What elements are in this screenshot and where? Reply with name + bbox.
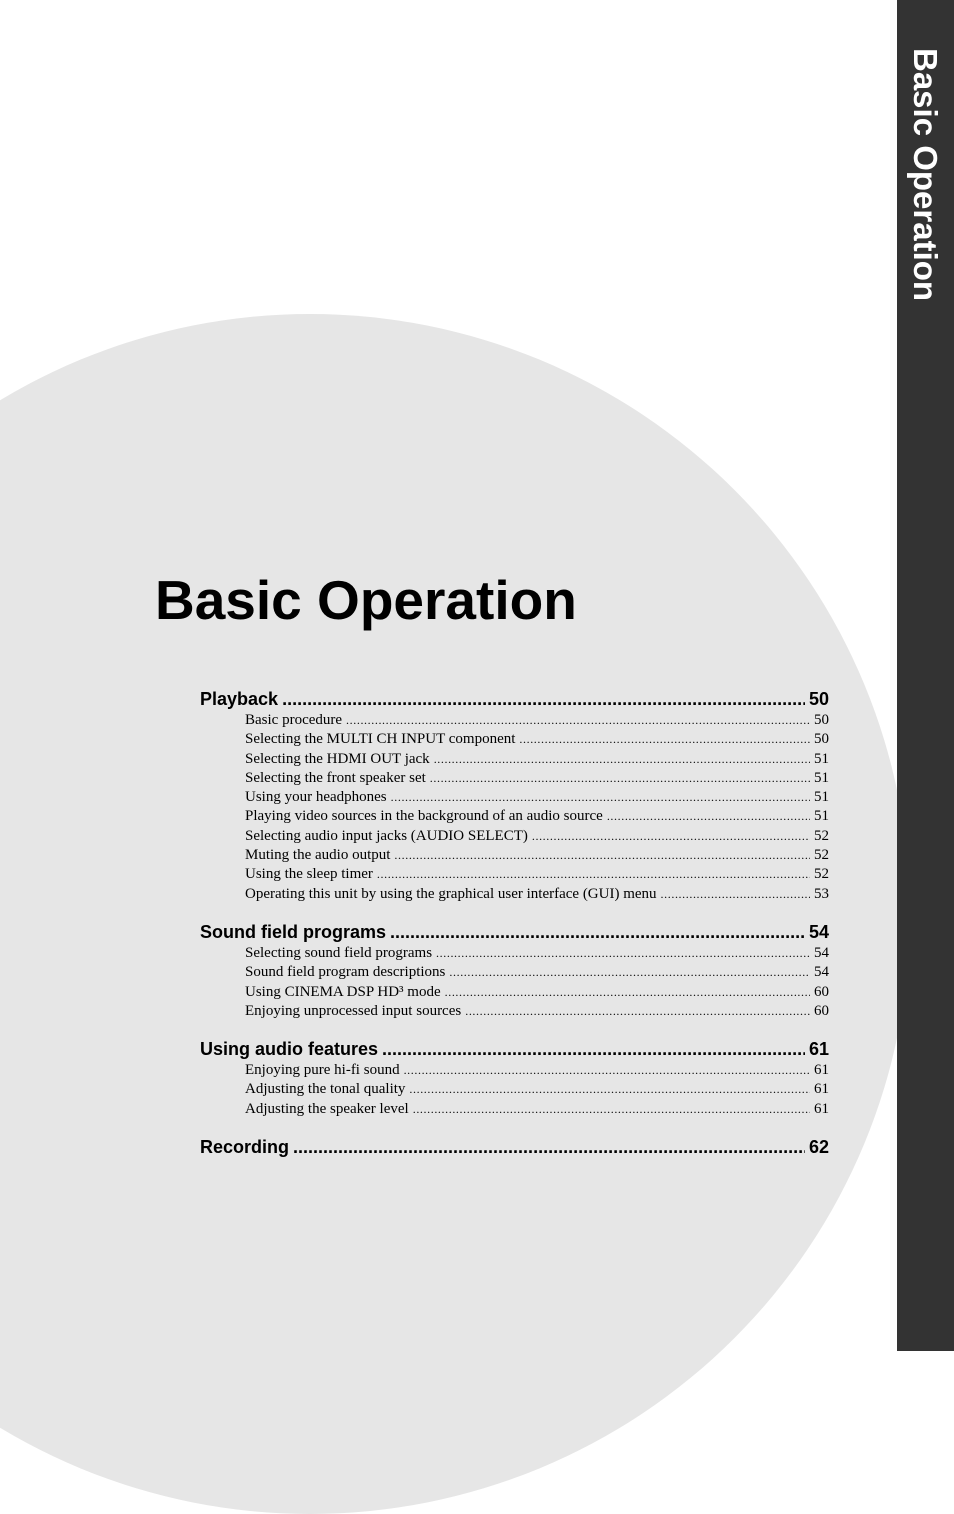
toc-item-page: 50 (814, 731, 829, 748)
dot-leader (390, 921, 805, 944)
toc-item[interactable] (200, 750, 829, 769)
toc-item-page: 51 (814, 808, 829, 825)
toc-item[interactable] (200, 1002, 829, 1021)
toc-item-page: 52 (814, 866, 829, 883)
toc-item-page: 50 (814, 712, 829, 728)
dot-leader (434, 750, 810, 769)
toc-item-page: 52 (814, 847, 829, 864)
toc-heading-recording[interactable] (200, 1136, 829, 1159)
toc-item[interactable] (200, 769, 829, 788)
dot-leader (394, 846, 810, 865)
dot-leader (413, 1100, 810, 1119)
toc-heading-page: 61 (808, 1039, 829, 1060)
toc-item-title: Sound field program descriptions (245, 964, 446, 981)
toc-item-page: 54 (814, 964, 829, 981)
dot-leader (346, 711, 810, 730)
dot-leader (409, 1080, 810, 1099)
toc-item[interactable] (200, 1061, 829, 1080)
toc-item-page: 61 (814, 1062, 829, 1079)
toc-item-title: Using your headphones (245, 789, 387, 806)
toc-item-page: 51 (814, 750, 829, 767)
toc-item-page: 61 (814, 1100, 829, 1117)
toc-item[interactable] (200, 730, 829, 749)
toc-item-page: 52 (814, 827, 829, 844)
toc-heading-title: Sound field programs (200, 921, 387, 942)
toc-item-title: Enjoying unprocessed input sources (245, 1002, 462, 1019)
side-tab (897, 0, 954, 1351)
toc-item-title: Adjusting the speaker level (245, 1100, 409, 1117)
dot-leader (382, 1038, 805, 1061)
toc-item-title: Playing video sources in the background of an audio source (245, 808, 603, 825)
toc-heading-page: 50 (808, 689, 829, 709)
dot-leader (282, 688, 805, 711)
toc-section-sound-field-programs (200, 921, 829, 1021)
side-tab-label: Basic Operation (907, 48, 944, 302)
toc-item-title: Using the sleep timer (245, 866, 373, 883)
toc-item[interactable] (200, 963, 829, 982)
toc-item[interactable] (200, 1100, 829, 1119)
toc-item-title: Selecting sound field programs (245, 944, 433, 961)
dot-leader (532, 827, 810, 846)
dot-leader (391, 788, 810, 807)
toc-heading-sound-field-programs[interactable] (200, 921, 829, 944)
toc-heading-title: Playback (200, 689, 279, 709)
toc-item-page: 53 (814, 885, 829, 902)
dot-leader (377, 865, 810, 884)
toc-item[interactable] (200, 807, 829, 826)
toc-item-page: 51 (814, 769, 829, 786)
dot-leader (445, 983, 810, 1002)
toc-item-title: Enjoying pure hi-fi sound (245, 1062, 400, 1079)
toc-section-playback (200, 688, 829, 904)
toc-heading-page: 62 (808, 1137, 829, 1158)
toc-item-title: Adjusting the tonal quality (245, 1081, 406, 1098)
dot-leader (404, 1061, 810, 1080)
toc-heading-playback[interactable] (200, 688, 829, 711)
toc-item[interactable] (200, 711, 829, 730)
toc-item[interactable] (200, 827, 829, 846)
toc-heading-title: Recording (200, 1137, 290, 1158)
toc-item-page: 51 (814, 789, 829, 806)
toc-item-title: Selecting the front speaker set (245, 769, 426, 786)
dot-leader (430, 769, 810, 788)
toc-item-page: 61 (814, 1081, 829, 1098)
page-title: Basic Operation (155, 569, 577, 631)
dot-leader (519, 730, 810, 749)
toc-item-page: 60 (814, 983, 829, 1000)
toc-item-title: Selecting the HDMI OUT jack (245, 750, 430, 767)
dot-leader (436, 944, 810, 963)
dot-leader (607, 807, 810, 826)
toc-item[interactable] (200, 983, 829, 1002)
dot-leader (465, 1002, 810, 1021)
toc-item[interactable] (200, 846, 829, 865)
toc-heading-using-audio-features[interactable] (200, 1038, 829, 1061)
dot-leader (661, 885, 810, 904)
toc-item-title: Selecting the MULTI CH INPUT component (245, 731, 516, 748)
toc-item[interactable] (200, 944, 829, 963)
toc-section-using-audio-features (200, 1038, 829, 1119)
toc-item-title: Selecting audio input jacks (AUDIO SELECT) (245, 827, 528, 844)
toc-item[interactable] (200, 788, 829, 807)
toc-item-page: 54 (814, 944, 829, 961)
toc-item-title: Basic procedure (245, 712, 343, 728)
toc-heading-page: 54 (808, 921, 829, 942)
toc-heading-title: Using audio features (200, 1039, 379, 1060)
toc-item-page: 60 (814, 1002, 829, 1019)
table-of-contents (200, 688, 829, 1176)
dot-leader (293, 1136, 805, 1159)
dot-leader (449, 963, 810, 982)
toc-item[interactable] (200, 865, 829, 884)
toc-section-recording (200, 1136, 829, 1159)
toc-item-title: Using CINEMA DSP HD³ mode (245, 983, 441, 1000)
toc-item-title: Operating this unit by using the graphical user interface (GUI) menu (245, 885, 657, 902)
toc-item-title: Muting the audio output (245, 847, 391, 864)
toc-item[interactable] (200, 1080, 829, 1099)
toc-item[interactable] (200, 885, 829, 904)
